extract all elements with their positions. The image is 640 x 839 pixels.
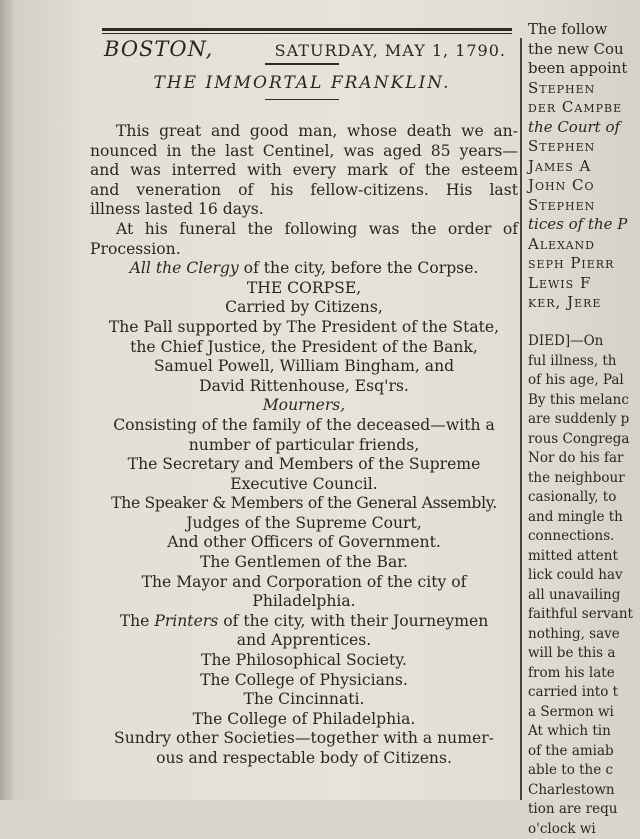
pall-line: The Pall supported by The President of the State, bbox=[90, 318, 518, 338]
headline-rule-top bbox=[265, 63, 339, 65]
right-column-line: DIED]—On bbox=[528, 332, 640, 352]
pall-line: the Chief Justice, the President of the Bank, bbox=[90, 338, 518, 358]
right-column-line: ful illness, th bbox=[528, 352, 640, 372]
mayor-line: The Mayor and Corporation of the city of bbox=[90, 573, 518, 593]
right-column-line: Nor do his far bbox=[528, 449, 640, 469]
right-column-line: from his late bbox=[528, 664, 640, 684]
cincinnati-line: The Cincinnati. bbox=[90, 690, 518, 710]
right-column-line: o'clock wi bbox=[528, 820, 640, 839]
printers-after: of the city, with their Journeymen bbox=[218, 612, 488, 630]
right-column-line: are suddenly p bbox=[528, 410, 640, 430]
mayor-line: Philadelphia. bbox=[90, 592, 518, 612]
clergy-italic: All the Clergy bbox=[130, 259, 239, 277]
paragraph-line: This great and good man, whose death we an- bbox=[90, 122, 518, 142]
clergy-line bbox=[90, 259, 518, 279]
dateline-date: SATURDAY, MAY 1, 1790. bbox=[275, 41, 506, 60]
right-column-line: James A bbox=[528, 157, 640, 177]
corpse-line: THE CORPSE, bbox=[90, 279, 518, 299]
printers-before: The bbox=[120, 612, 155, 630]
masthead-rule-thick bbox=[102, 28, 512, 31]
right-column-line: John Co bbox=[528, 176, 640, 196]
right-column-line: of the amiab bbox=[528, 742, 640, 762]
right-column-line: the Court of bbox=[528, 118, 640, 138]
sundry-line: ous and respectable body of Citizens. bbox=[90, 749, 518, 769]
secretary-line: Executive Council. bbox=[90, 475, 518, 495]
gentlemen-line: The Gentlemen of the Bar. bbox=[90, 553, 518, 573]
paragraph-line: and was interred with every mark of the esteem bbox=[90, 161, 518, 181]
right-column-line: By this melanc bbox=[528, 391, 640, 411]
speaker-line: The Speaker & Members of the General Assembly. bbox=[90, 494, 518, 514]
paragraph-line: and veneration of his fellow-citizens. His last bbox=[90, 181, 518, 201]
right-column-line: and mingle th bbox=[528, 508, 640, 528]
right-column-line: of his age, Pal bbox=[528, 371, 640, 391]
right-column-line: the neighbour bbox=[528, 469, 640, 489]
consisting-line: number of particular friends, bbox=[90, 436, 518, 456]
article-body bbox=[84, 122, 520, 769]
right-column-line: The follow bbox=[528, 20, 640, 40]
paragraph-line: illness lasted 16 days. bbox=[90, 200, 518, 220]
paragraph-line: nounced in the last Centinel, was aged 85 years— bbox=[90, 142, 518, 162]
right-column-line: Stephen bbox=[528, 196, 640, 216]
right-column bbox=[528, 20, 640, 800]
right-column-line: rous Congrega bbox=[528, 430, 640, 450]
clergy-rest: of the city, before the Corpse. bbox=[239, 259, 479, 277]
right-column-line: all unavailing bbox=[528, 586, 640, 606]
paragraph-line: At his funeral the following was the order of bbox=[90, 220, 518, 240]
right-column-line: will be this a bbox=[528, 644, 640, 664]
right-column-line: seph Pierr bbox=[528, 254, 640, 274]
right-column-line: able to the c bbox=[528, 761, 640, 781]
right-column-line: Lewis F bbox=[528, 274, 640, 294]
right-column-line: connections. bbox=[528, 527, 640, 547]
dateline-city: BOSTON, bbox=[104, 37, 213, 61]
right-column-text bbox=[528, 20, 640, 839]
right-column-line: carried into t bbox=[528, 683, 640, 703]
right-column-line: been appoint bbox=[528, 59, 640, 79]
printers-italic: Printers bbox=[154, 612, 218, 630]
dateline bbox=[84, 34, 520, 61]
right-column-line: Charlestown bbox=[528, 781, 640, 801]
right-column-line bbox=[528, 313, 640, 333]
right-column-line: lick could hav bbox=[528, 566, 640, 586]
right-column-line: ker, Jere bbox=[528, 293, 640, 313]
right-column-line: faithful servant bbox=[528, 605, 640, 625]
right-column-line: Alexand bbox=[528, 235, 640, 255]
main-column bbox=[84, 28, 520, 800]
college-line: The College of Philadelphia. bbox=[90, 710, 518, 730]
secretary-line: The Secretary and Members of the Supreme bbox=[90, 455, 518, 475]
consisting-line: Consisting of the family of the deceased—with a bbox=[90, 416, 518, 436]
right-column-line: der Campbe bbox=[528, 98, 640, 118]
right-column-line: Stephen bbox=[528, 79, 640, 99]
paragraph-line: Procession. bbox=[90, 240, 518, 260]
right-column-line: At which tin bbox=[528, 722, 640, 742]
right-column-line: Stephen bbox=[528, 137, 640, 157]
right-column-line: mitted attent bbox=[528, 547, 640, 567]
right-column-line: the new Cou bbox=[528, 40, 640, 60]
printers-line bbox=[90, 612, 518, 632]
sundry-line: Sundry other Societies—together with a numer- bbox=[90, 729, 518, 749]
judges-line: Judges of the Supreme Court, bbox=[90, 514, 518, 534]
headline-rule-bottom bbox=[265, 99, 339, 101]
right-column-line: casionally, to bbox=[528, 488, 640, 508]
philosophical-line: The Philosophical Society. bbox=[90, 651, 518, 671]
headline: THE IMMORTAL FRANKLIN. bbox=[84, 73, 520, 93]
printers-line2: and Apprentices. bbox=[90, 631, 518, 651]
pall-line: David Rittenhouse, Esq'rs. bbox=[90, 377, 518, 397]
mourners-line: Mourners, bbox=[90, 396, 518, 416]
right-column-line: a Sermon wi bbox=[528, 703, 640, 723]
officers-line: And other Officers of Government. bbox=[90, 533, 518, 553]
physicians-line: The College of Physicians. bbox=[90, 671, 518, 691]
column-divider bbox=[520, 38, 522, 800]
page-edge-shadow bbox=[0, 0, 14, 800]
right-column-line: nothing, save bbox=[528, 625, 640, 645]
right-column-line: tices of the P bbox=[528, 215, 640, 235]
right-column-line: tion are requ bbox=[528, 800, 640, 820]
pall-line: Samuel Powell, William Bingham, and bbox=[90, 357, 518, 377]
carried-line: Carried by Citizens, bbox=[90, 298, 518, 318]
